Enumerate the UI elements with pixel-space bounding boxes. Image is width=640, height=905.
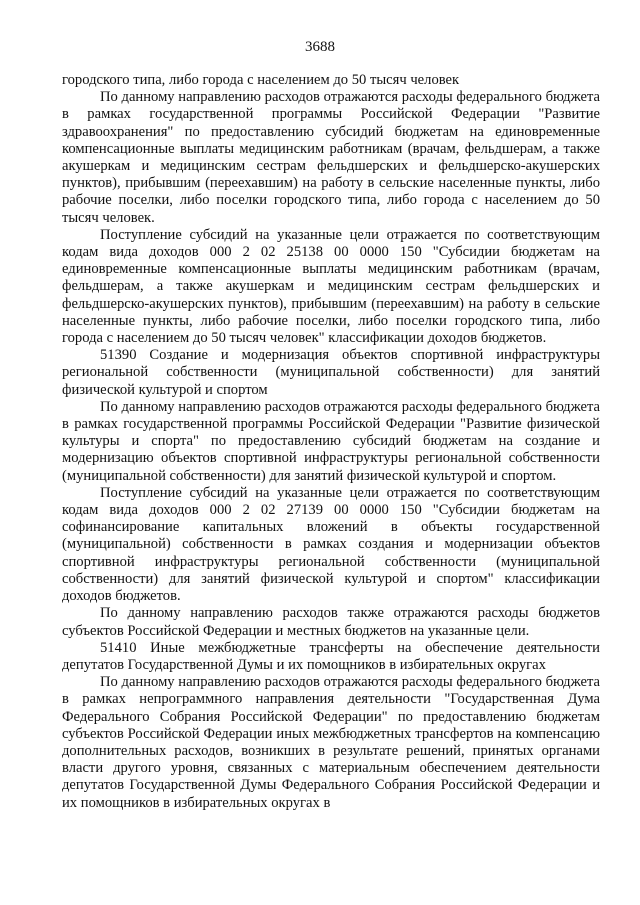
paragraph: Поступление субсидий на указанные цели отражается по соответствующим кодам вида доходов 000 2 02 25138 00 0000 150 "Субсидии бюджетам на единовременные компенсационные выплаты медицинским работникам (врачам, фельдшерам, а также акушеркам и медицинским сестрам фельдшерских и фельдшерско-акушерских пунктов), прибывшим (переехавшим) на работу в сельские населенные пункты, либо рабочие поселки, либо поселки городского типа, либо города с населением до 50 тысяч человек" классификации доходов бюджетов. — [62, 226, 600, 347]
section-heading: 51390 Создание и модернизация объектов спортивной инфраструктуры региональной собственности (муниципальной собственности) для занятий физической культурой и спортом — [62, 347, 600, 398]
paragraph-continuation: городского типа, либо города с населением до 50 тысяч человек — [62, 72, 460, 88]
paragraph: По данному направлению расходов отражаются расходы федерального бюджета в рамках государственной программы Российской Федерации "Развитие здравоохранения" по предоставлению субсидий бюджетам на единовременные компенсационные выплаты медицинским работникам (врачам, фельдшерам, а также акушеркам и медицинским сестрам фельдшерских и фельдшерско-акушерских пунктов), прибывшим (переехавшим) на работу в сельские населенные пункты, либо рабочие поселки, либо поселки городского типа, либо города с населением до 50 тысяч человек. — [62, 89, 600, 226]
section-heading: 51410 Иные межбюджетные трансферты на обеспечение деятельности депутатов Государственной Думы и их помощников в избирательных округах — [62, 639, 600, 673]
paragraph: По данному направлению расходов также отражаются расходы бюджетов субъектов Российской Федерации и местных бюджетов на указанные цели. — [62, 605, 600, 639]
paragraph: По данному направлению расходов отражаются расходы федерального бюджета в рамках непрограммного направления деятельности "Государственная Дума Федерального Собрания Российской Федерации" по предоставлению бюджетам субъектов Российской Федерации иных межбюджетных трансфертов на компенсацию дополнительных расходов, возникших в результате решений, принятых органами власти другого уровня, связанных с материальным обеспечением деятельности депутатов Государственной Думы Федерального Собрания Российской Федерации и их помощников в избирательных округах в — [62, 674, 600, 811]
paragraph: Поступление субсидий на указанные цели отражается по соответствующим кодам вида доходов 000 2 02 27139 00 0000 150 "Субсидии бюджетам на софинансирование капитальных вложений в объекты государственной (муниципальной) собственности в рамках создания и модернизации объектов спортивной инфраструктуры региональной собственности (муниципальной собственности) для занятий физической культурой и спортом" классификации доходов бюджетов. — [62, 484, 600, 605]
document-body — [62, 72, 600, 812]
page-number: 3688 — [305, 39, 335, 55]
paragraph: По данному направлению расходов отражаются расходы федерального бюджета в рамках государственной программы Российской Федерации "Развитие физической культуры и спорта" по предоставлению субсидий бюджетам на создание и модернизацию объектов спортивной инфраструктуры региональной собственности (муниципальной собственности) для занятий физической культурой и спортом. — [62, 398, 600, 484]
